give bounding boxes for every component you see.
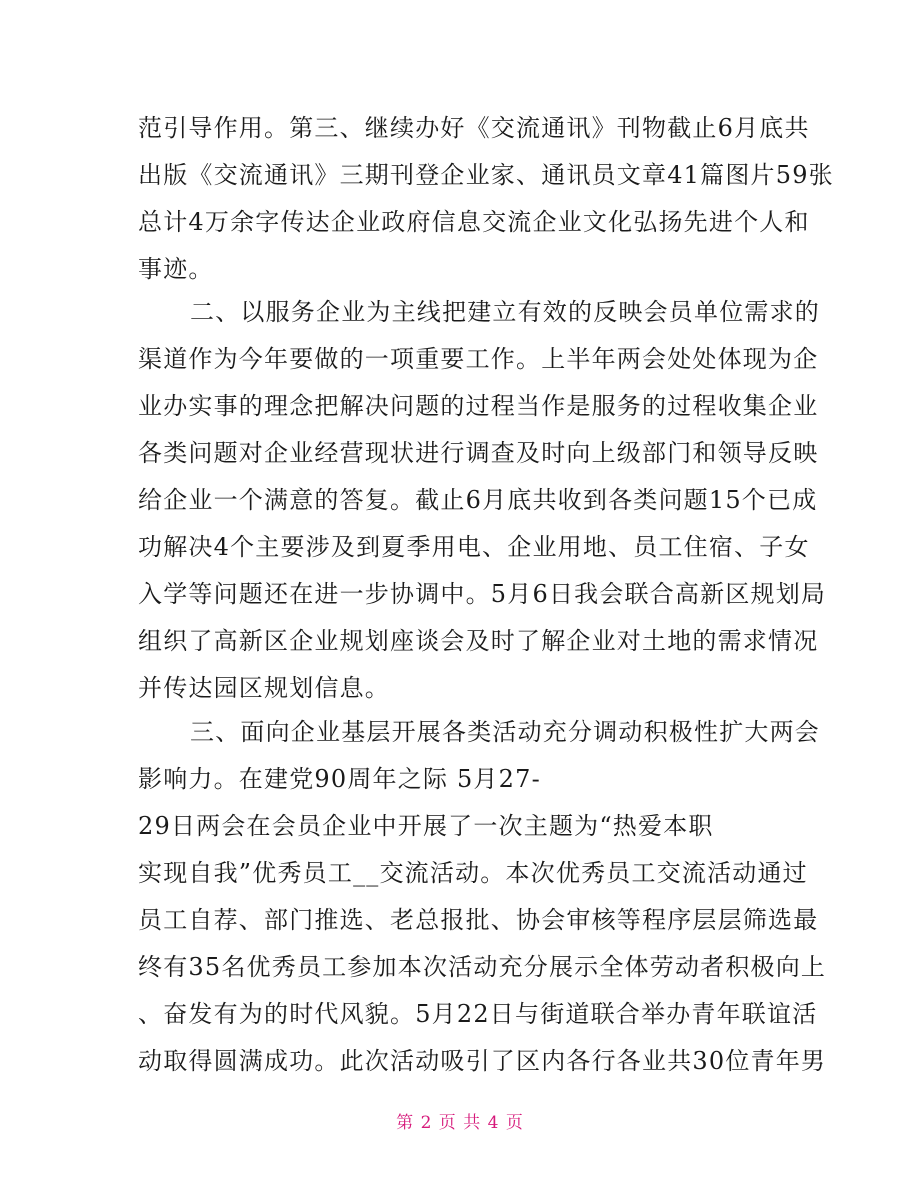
text-line: 、奋发有为的时代风貌。5月22日与街道联合举办青年联谊活 [138,1000,818,1028]
text-line: 出版《交流通讯》三期刊登企业家、通讯员文章41篇图片59张 [138,161,834,189]
text-line: 员工自荐、部门推选、老总报批、协会审核等程序层层筛选最 [138,906,819,934]
text-line: 给企业一个满意的答复。截止6月底共收到各类问题15个已成 [138,486,818,514]
paragraph-start-line: 三、面向企业基层开展各类活动充分调动积极性扩大两会 [190,718,820,746]
text-line: 组织了高新区企业规划座谈会及时了解企业对土地的需求情况 [138,627,819,655]
text-line: 终有35名优秀员工参加本次活动充分展示全体劳动者积极向上 [138,953,827,981]
text-line: 入学等问题还在进一步协调中。5月6日我会联合高新区规划局 [138,580,827,608]
paragraph-start-line: 二、以服务企业为主线把建立有效的反映会员单位需求的 [190,298,820,326]
text-line: 业办实事的理念把解决问题的过程当作是服务的过程收集企业 [138,392,819,420]
text-line: 各类问题对企业经营现状进行调查及时向上级部门和领导反映 [138,439,819,467]
text-line: 渠道作为今年要做的一项重要工作。上半年两会处处体现为企 [138,345,819,373]
text-line: 并传达园区规划信息。 [138,674,390,702]
text-line: 实现自我”优秀员工__交流活动。本次优秀员工交流活动通过 [138,859,808,887]
text-line: 范引导作用。第三、继续办好《交流通讯》刊物截止6月底共 [138,114,810,142]
text-line: 功解决4个主要涉及到夏季用电、企业用地、员工住宿、子女 [138,533,810,561]
text-line: 动取得圆满成功。此次活动吸引了区内各行各业共30位青年男 [138,1047,827,1075]
text-line: 总计4万余字传达企业政府信息交流企业文化弘扬先进个人和 [138,208,810,236]
page-number-footer: 第 2 页 共 4 页 [396,1113,524,1133]
text-line: 事迹。 [138,255,214,283]
text-line: 影响力。在建党90周年之际 5月27- [138,765,541,793]
text-line: 29日两会在会员企业中开展了一次主题为“热爱本职 [138,812,714,840]
